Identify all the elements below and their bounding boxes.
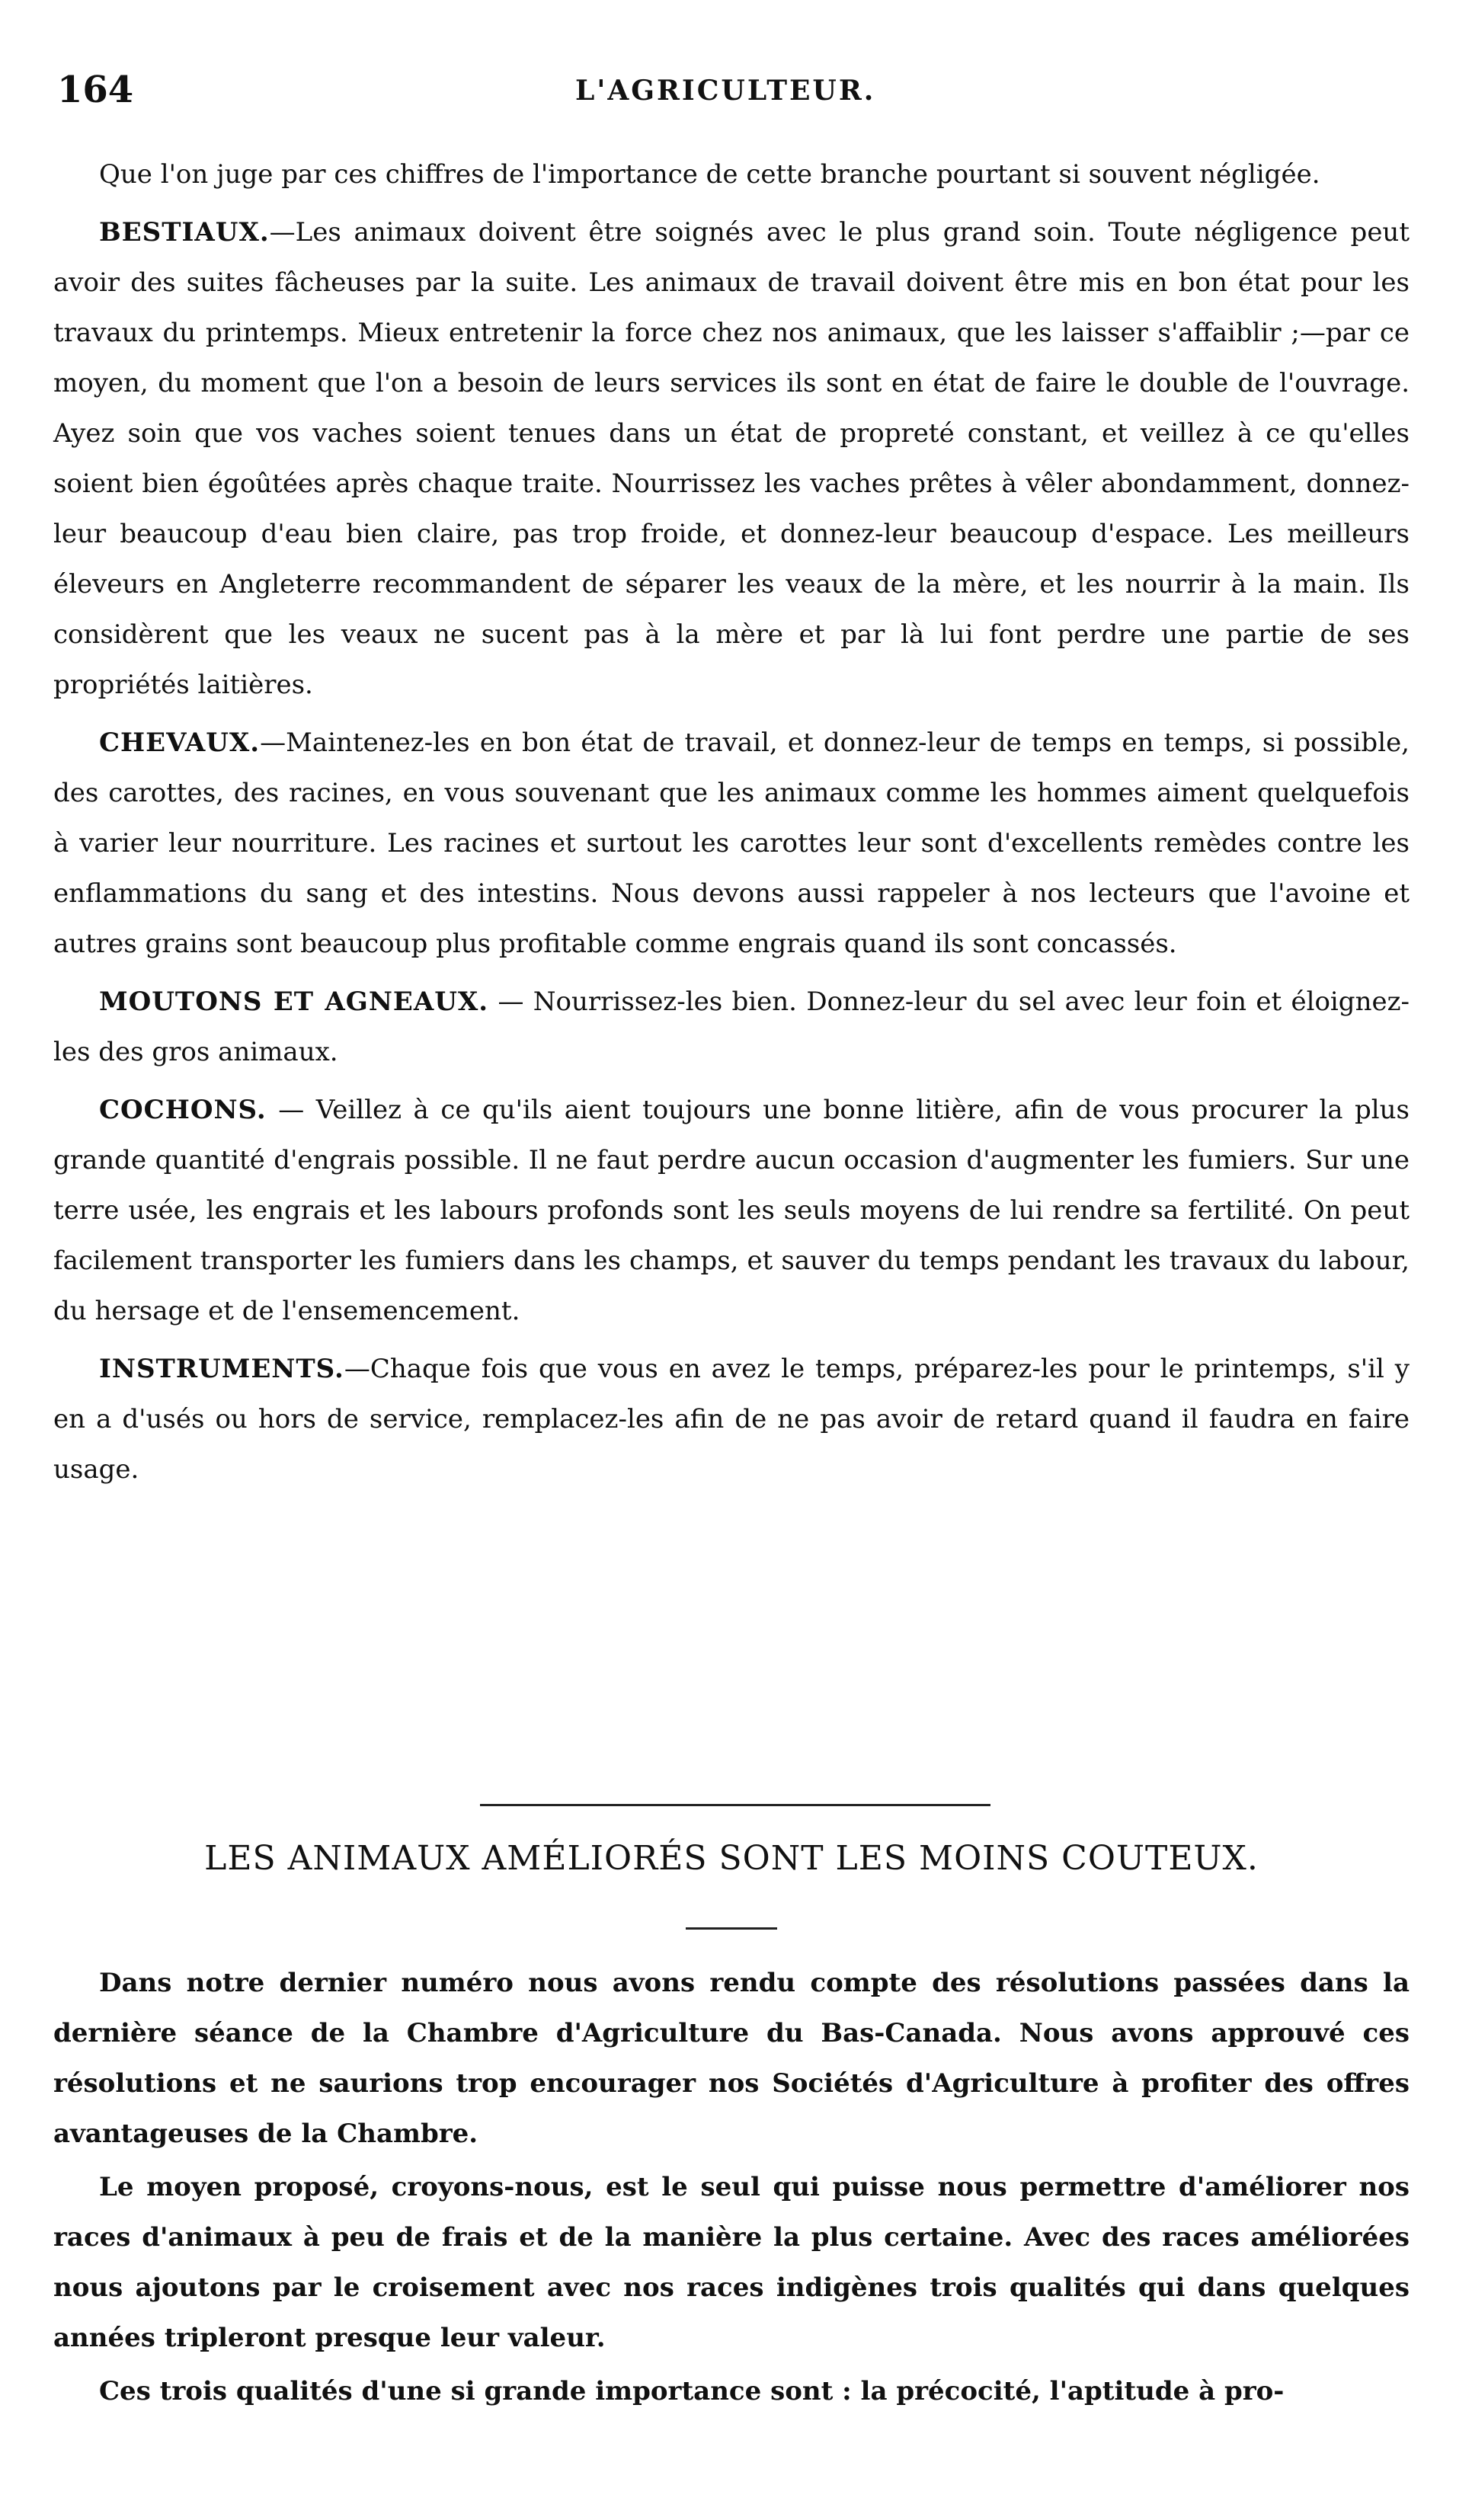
section-heading-moutons: MOUTONS ET AGNEAUX. xyxy=(99,987,489,1017)
section-cochons xyxy=(53,1085,1410,1336)
section-text-instruments: —Chaque fois que vous en avez le temps, préparez-les pour le printemps, s'il y en a d'usés ou hors de service, remplacez-les afin de ne pas avoir de retard quand il faudra en faire usage. xyxy=(53,1354,1410,1485)
article-paragraph-3: Ces trois qualités d'une si grande importance sont : la précocité, l'aptitude à pro- xyxy=(99,2376,1285,2406)
article-paragraph-2: Le moyen proposé, croyons-nous, est le seul qui puisse nous permettre d'améliorer nos races d'animaux à peu de frais et de la manière la plus certaine. Avec des races améliorées nous ajoutons par le croisement avec nos races indigènes trois qualités qui dans quelques années tripleront presque leur valeur. xyxy=(53,2172,1410,2353)
section-moutons xyxy=(53,977,1410,1077)
section-text-moutons: — Nourrissez-les bien. Donnez-leur du sel avec leur foin et éloignez-les des gros animaux. xyxy=(53,987,1410,1067)
article-body xyxy=(53,1958,1410,2416)
section-text-cochons: — Veillez à ce qu'ils aient toujours une bonne litière, afin de vous procurer la plus grande quantité d'engrais possible. Il ne faut perdre aucun occasion d'augmenter les fumiers. Sur une terre usée, les engrais et les labours profonds sont les seuls moyens de lui rendre sa fertilité. On peut facilement transporter les fumiers dans les champs, et sauver du temps pendant les travaux du labour, du hersage et de l'ensemencement. xyxy=(53,1095,1410,1326)
section-text-chevaux: —Maintenez-les en bon état de travail, et donnez-leur de temps en temps, si possible, des carottes, des racines, en vous souvenant que les animaux comme les hommes aiment quelquefois à varier leur nourriture. Les racines et surtout les carottes leur sont d'excellents remèdes contre les enflammations du sang et des intestins. Nous devons aussi rappeler à nos lecteurs que l'avoine et autres grains sont beaucoup plus profitable comme engrais quand ils sont concassés. xyxy=(53,728,1410,959)
top-text-block xyxy=(53,149,1410,1495)
section-heading-instruments: INSTRUMENTS. xyxy=(99,1354,344,1384)
article-paragraph-1: Dans notre dernier numéro nous avons rendu compte des résolutions passées dans la dernière séance de la Chambre d'Agriculture du Bas-Canada. Nous avons approuvé ces résolutions et ne saurions trop encourager nos Sociétés d'Agriculture à profiter des offres avantageuses de la Chambre. xyxy=(53,1968,1410,2149)
page-header xyxy=(57,66,1413,126)
section-instruments xyxy=(53,1344,1410,1495)
running-title: L'AGRICULTEUR. xyxy=(575,75,876,107)
title-underline-rule xyxy=(686,1927,777,1930)
intro-paragraph: Que l'on juge par ces chiffres de l'importance de cette branche pourtant si souvent négligée. xyxy=(99,159,1320,190)
section-text-bestiaux: —Les animaux doivent être soignés avec le plus grand soin. Toute négligence peut avoir des suites fâcheuses par la suite. Les animaux de travail doivent être mis en bon état pour les travaux du printemps. Mieux entretenir la force chez nos animaux, que les laisser s'affaiblir ;—par ce moyen, du moment que l'on a besoin de leurs services ils sont en état de faire le double de l'ouvrage. Ayez soin que vos vaches soient tenues dans un état de propreté constant, et veillez à ce qu'elles soient bien égoûtées après chaque traite. Nourrissez les vaches prêtes à vêler abondamment, donnez-leur beaucoup d'eau bien claire, pas trop froide, et donnez-leur beaucoup d'espace. Les meilleurs éleveurs en Angleterre recommandent de séparer les veaux de la mère, et les nourrir à la main. Ils considèrent que les veaux ne sucent pas à la mère et par là lui font perdre une partie de ses propriétés laitières. xyxy=(53,217,1410,700)
section-bestiaux xyxy=(53,207,1410,710)
section-divider-rule xyxy=(480,1804,990,1806)
article-title: LES ANIMAUX AMÉLIORÉS SONT LES MOINS COUTEUX. xyxy=(204,1839,1259,1878)
section-heading-bestiaux: BESTIAUX. xyxy=(99,217,270,248)
section-heading-cochons: COCHONS. xyxy=(99,1095,267,1125)
section-chevaux xyxy=(53,718,1410,969)
page-number: 164 xyxy=(57,69,134,111)
section-heading-chevaux: CHEVAUX. xyxy=(99,728,261,758)
